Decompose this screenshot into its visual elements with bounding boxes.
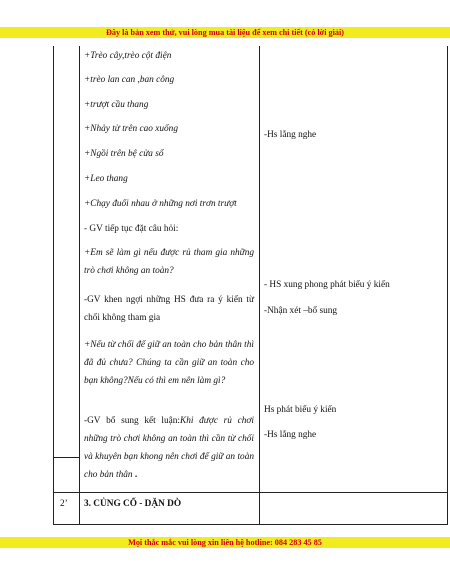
time-cell: 2’ [60,499,68,509]
student-speak-2: Hs phát biểu ý kiến [264,405,337,415]
conclusion-text: Khi được rủ chơi những trò chơi không an toàn thì cần từ chối và khuyên bạn khong nên chơi để giữ an toàn cho bản thân [84,416,254,480]
student-listen-2: -Hs lắng nghe [264,430,317,440]
question-refuse: +Nếu từ chối để giữ an toàn cho bản thân thì đã đủ chưa? Chúng ta cần giữ an toàn cho bạn không?Nếu có thì em nên làm gì? [84,340,254,386]
conclusion-prefix: -GV bổ sung kết luận: [84,416,181,426]
student-comment: -Nhận xét –bổ sung [264,306,338,316]
activity-item: +Chạy đuổi nhau ở những nơi trơn trượt [84,199,237,209]
column-divider-time [79,46,80,525]
table-border-bottom [53,524,448,525]
hotline-banner-text: Mọi thắc mắc vui lòng xin liên hệ hotline: 084 283 45 85 [128,538,322,547]
activity-item: +Trèo cây,trèo cột điện [84,51,172,61]
activity-item: +Leo thang [84,174,128,184]
row-divider-time [53,457,79,458]
teacher-question-intro: - GV tiếp tục đặt câu hỏi: [84,224,179,234]
preview-banner [0,27,450,38]
column-divider-activity [259,46,260,525]
conclusion-suffix: . [132,470,138,480]
row-divider [53,492,448,493]
table-border-left [53,46,54,525]
activity-item: +trượt cầu thang [84,100,149,110]
teacher-conclusion [84,412,254,484]
activity-item: +trèo lan can ,ban công [84,75,175,85]
hotline-banner [0,537,450,548]
section-title: 3. CỦNG CỐ - DẶN DÒ [84,499,182,509]
activity-item: +Ngồi trên bệ cửa sổ [84,149,164,159]
question-unsafe-games: +Em sẽ làm gì nếu được rủ tham gia những trò chơi không an toàn? [84,248,254,276]
activity-item: +Nhảy từ trên cao xuống [84,124,178,134]
preview-banner-text: Đây là bản xem thử, vui lòng mua tài liệu để xem chi tiết (có lời giải) [105,28,344,37]
teacher-praise: -GV khen ngợi những HS đưa ra ý kiến từ chối không tham gia [84,295,254,323]
student-listen: -Hs lắng nghe [264,130,317,140]
student-speak: - HS xung phong phát biểu ý kiến [264,280,390,290]
table-border-right [447,46,448,525]
